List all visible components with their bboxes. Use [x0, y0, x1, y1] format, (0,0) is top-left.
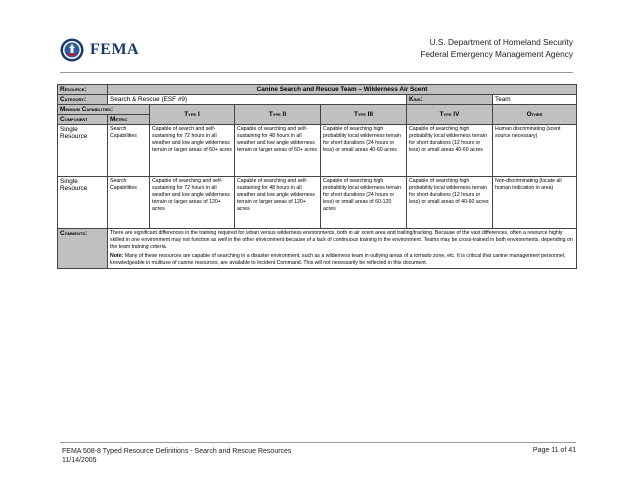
- category-row: [58, 95, 577, 105]
- fema-logo: [60, 36, 190, 64]
- type-1-cell: Capable of search and self-sustaining for 72 hours in all weather and low angle wilderness terrain or larger areas of 60+ acres: [150, 125, 235, 177]
- other-cell: Non-discriminating (locate all human indication in area): [493, 177, 577, 229]
- type-2-header: Type II: [235, 105, 321, 125]
- metric-label: Metric: [108, 115, 150, 125]
- type-1-cell: Capable of searching and self-sustaining for 72 hours in all weather and low angle wilderness terrain or larger areas of 120+ acres: [150, 177, 235, 229]
- type-3-cell: Capable of searching high probability local wilderness terrain for short durations (24 hours or less) or small areas 40-60 acres: [321, 125, 407, 177]
- comments-row: [58, 229, 577, 269]
- other-header: Other: [493, 105, 577, 125]
- category-label: Category:: [58, 95, 108, 105]
- type-3-header: Type III: [321, 105, 407, 125]
- resource-label: Resource:: [58, 85, 108, 95]
- comments-cell: [108, 229, 577, 269]
- min-capabilities-label: Minimum Capabilities:: [58, 105, 150, 115]
- type-4-header: Type IV: [407, 105, 493, 125]
- category-value: Search & Rescue (ESF #9): [108, 95, 407, 105]
- type-2-cell: Capable of searching and self-sustaining for 48 hours in all weather and low angle wilderness terrain or larger areas of 120+ acres: [235, 177, 321, 229]
- note-text: Many of these resources are capable of searching in a disaster environment, such as a wilderness team in outlying areas of a tornado zone, etc. It is critical that canine management personnel, knowledgeable in multiuse of canine resources, are available to Incident Command. This will not necessarily be reflected in this document.: [110, 253, 566, 266]
- page-number: Page 11 of 41: [532, 447, 576, 454]
- document-date: 11/14/2005: [62, 457, 97, 464]
- table-row: [58, 125, 577, 177]
- agency-line-1: U.S. Department of Homeland Security: [429, 37, 573, 47]
- resource-table: [57, 84, 577, 269]
- capabilities-header-row: [58, 105, 577, 115]
- type-2-cell: Capable of searching and self-sustaining for 48 hours in all weather and low angle wilderness terrain or larger areas of 60+ acres: [235, 125, 321, 177]
- resource-value: Canine Search and Rescue Team – Wilderness Air Scent: [108, 85, 577, 95]
- component-cell: Single Resource: [58, 177, 108, 229]
- comment-paragraph-2: [110, 253, 574, 267]
- agency-line-2: Federal Emergency Management Agency: [420, 49, 573, 59]
- note-label: Note:: [110, 253, 124, 259]
- type-3-cell: Capable of searching high probability local wilderness terrain for short durations (24 hours or less) or small areas of 60-120 acres: [321, 177, 407, 229]
- component-cell: Single Resource: [58, 125, 108, 177]
- dhs-seal-icon: [60, 38, 84, 62]
- metric-cell: Search Capabilities: [108, 177, 150, 229]
- resource-row: [58, 85, 577, 95]
- footer-left: [62, 447, 291, 465]
- header-divider: [60, 72, 573, 73]
- table-row: [58, 177, 577, 229]
- component-label: Component: [58, 115, 108, 125]
- comments-label: Comments:: [58, 229, 108, 269]
- footer-divider: [60, 442, 576, 443]
- type-1-header: Type I: [150, 105, 235, 125]
- fema-wordmark: FEMA: [90, 41, 140, 58]
- document-title: FEMA 508-8 Typed Resource Definitions - Search and Rescue Resources: [62, 448, 292, 455]
- agency-header: [420, 36, 573, 60]
- kind-label: Kind:: [407, 95, 493, 105]
- type-4-cell: Capable of searching high probability local wilderness terrain for short durations (12 hours or less) or small areas 40-60 acres: [407, 125, 493, 177]
- comment-paragraph-1: There are significant differences in the training required for urban versus wilderness environments, both in air scent area and trailing/tracking. Because of the vast differences, often a resource highly skilled in one environment may not function as well in the other environment because of a lack of continuous training in the environment. Teams may be cross-trained in both environments, depending on the team training criteria.: [110, 230, 573, 250]
- other-cell: Human discriminating (scent source necessary): [493, 125, 577, 177]
- type-4-cell: Capable of searching high probability local wilderness terrain for short durations (12 hours or less) or small areas of 40-60 acres: [407, 177, 493, 229]
- metric-cell: Search Capabilities: [108, 125, 150, 177]
- kind-value: Team: [493, 95, 577, 105]
